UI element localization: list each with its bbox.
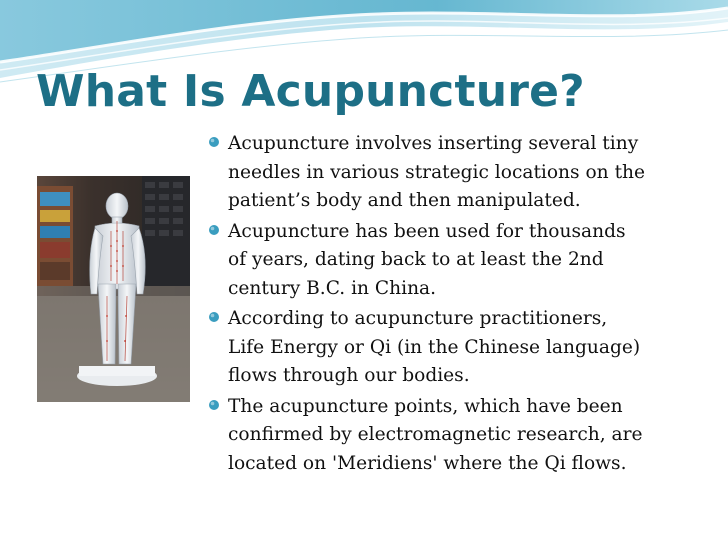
bullet-text-line: flows through our bodies. [228,365,470,386]
bullet-item [208,130,708,216]
slide-title: What Is Acupuncture? [36,66,585,117]
bullet-disc-icon [208,224,220,236]
bullet-text-line: Acupuncture involves inserting several tiny [228,133,639,154]
bullet-item [208,393,708,479]
bullet-text-line: The acupuncture points, which have been [228,395,623,417]
bullet-list [208,130,708,480]
bullet-text-line: According to acupuncture practitioners, [228,308,608,329]
bullet-disc-icon [208,399,220,411]
bullet-item [208,218,708,304]
bullet-disc-icon [208,311,220,323]
bullet-text-line: confirmed by electromagnetic research, are [228,424,643,445]
bullet-text-line: Acupuncture has been used for thousands [228,220,626,242]
bullet-text-line: century B.C. in China. [228,277,437,299]
acupuncture-model-image [37,176,190,402]
bullet-item [208,305,708,391]
bullet-text-line: Life Energy or Qi (in the Chinese language) [228,336,641,358]
bullet-text-line: patient’s body and then manipulated. [228,190,581,211]
bullet-text-line: needles in various strategic locations on the [228,161,646,183]
bullet-text-line: of years, dating back to at least the 2nd [228,249,604,270]
bullet-disc-icon [208,136,220,148]
bullet-text-line: located on 'Meridiens' where the Qi flows. [228,452,627,474]
